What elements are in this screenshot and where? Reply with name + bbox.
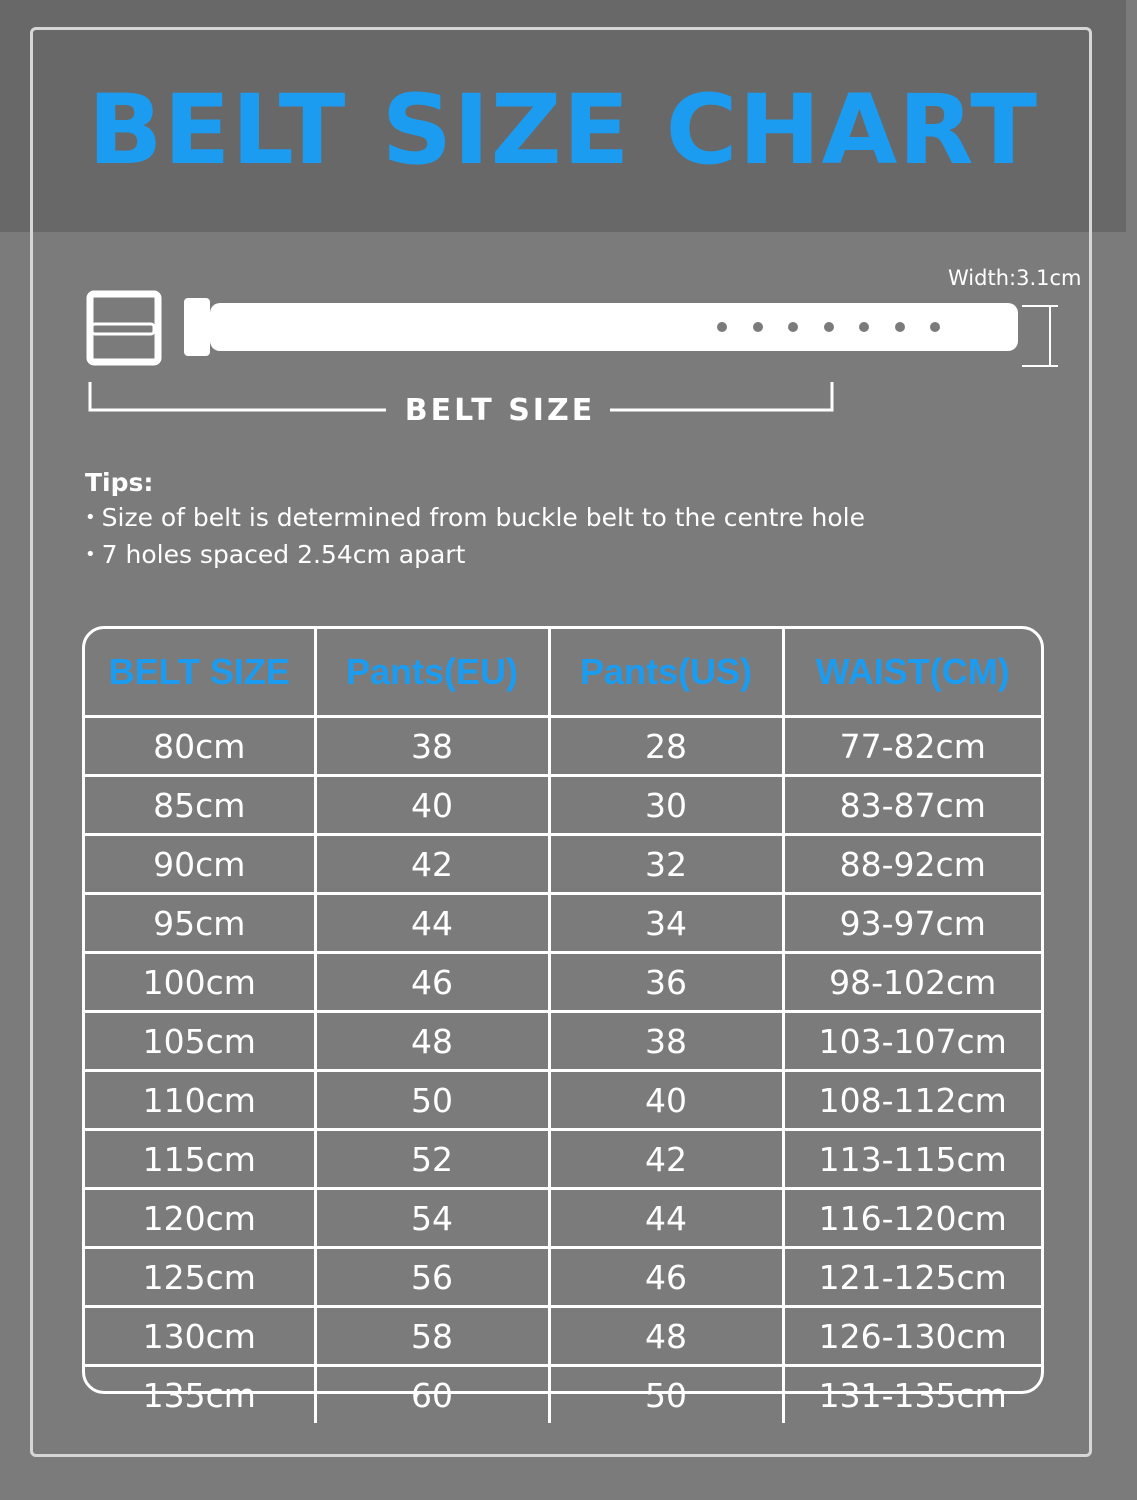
cell-pants-eu: 44 [315, 894, 549, 953]
cell-pants-eu: 60 [315, 1366, 549, 1424]
width-label: Width:3.1cm [948, 266, 1082, 290]
size-table [85, 629, 1041, 1423]
header-belt-size: BELT SIZE [85, 629, 315, 717]
cell-pants-eu: 38 [315, 717, 549, 776]
table-row [85, 717, 1041, 776]
header-pants-eu: Pants(EU) [315, 629, 549, 717]
cell-waist-cm: 98-102cm [783, 953, 1041, 1012]
cell-belt-size: 120cm [85, 1189, 315, 1248]
table-row [85, 1012, 1041, 1071]
cell-pants-us: 48 [549, 1307, 783, 1366]
cell-belt-size: 115cm [85, 1130, 315, 1189]
cell-waist-cm: 93-97cm [783, 894, 1041, 953]
table-row [85, 953, 1041, 1012]
cell-belt-size: 130cm [85, 1307, 315, 1366]
cell-pants-us: 38 [549, 1012, 783, 1071]
cell-waist-cm: 131-135cm [783, 1366, 1041, 1424]
size-table-container [82, 626, 1044, 1415]
cell-waist-cm: 116-120cm [783, 1189, 1041, 1248]
belt-size-label: BELT SIZE [404, 393, 596, 428]
cell-waist-cm: 83-87cm [783, 776, 1041, 835]
cell-belt-size: 125cm [85, 1248, 315, 1307]
cell-pants-us: 40 [549, 1071, 783, 1130]
cell-belt-size: 110cm [85, 1071, 315, 1130]
page-title: BELT SIZE CHART [87, 74, 1039, 186]
cell-waist-cm: 113-115cm [783, 1130, 1041, 1189]
cell-pants-us: 34 [549, 894, 783, 953]
cell-pants-eu: 40 [315, 776, 549, 835]
cell-belt-size: 100cm [85, 953, 315, 1012]
table-row [85, 1130, 1041, 1189]
table-row [85, 1248, 1041, 1307]
cell-pants-us: 46 [549, 1248, 783, 1307]
header-waist-cm: WAIST(CM) [783, 629, 1041, 717]
table-body [85, 717, 1041, 1424]
cell-belt-size: 80cm [85, 717, 315, 776]
cell-pants-us: 28 [549, 717, 783, 776]
table-header-row [85, 629, 1041, 717]
table-row [85, 894, 1041, 953]
cell-belt-size: 135cm [85, 1366, 315, 1424]
cell-waist-cm: 121-125cm [783, 1248, 1041, 1307]
table-row [85, 1307, 1041, 1366]
tip-item: • 7 holes spaced 2.54cm apart [85, 540, 865, 569]
cell-pants-eu: 56 [315, 1248, 549, 1307]
buckle-icon [90, 294, 158, 362]
buckle-prong [92, 324, 154, 334]
cell-pants-us: 36 [549, 953, 783, 1012]
width-indicator [1022, 306, 1058, 366]
tips-title: Tips: [85, 468, 154, 497]
table-row [85, 835, 1041, 894]
table-row [85, 1366, 1041, 1424]
cell-pants-eu: 42 [315, 835, 549, 894]
cell-waist-cm: 88-92cm [783, 835, 1041, 894]
cell-pants-eu: 50 [315, 1071, 549, 1130]
cell-waist-cm: 108-112cm [783, 1071, 1041, 1130]
cell-pants-us: 32 [549, 835, 783, 894]
cell-pants-eu: 58 [315, 1307, 549, 1366]
cell-pants-us: 30 [549, 776, 783, 835]
cell-waist-cm: 126-130cm [783, 1307, 1041, 1366]
cell-pants-us: 44 [549, 1189, 783, 1248]
tips-section [85, 468, 865, 577]
cell-waist-cm: 77-82cm [783, 717, 1041, 776]
table-row [85, 1071, 1041, 1130]
cell-belt-size: 105cm [85, 1012, 315, 1071]
header-pants-us: Pants(US) [549, 629, 783, 717]
cell-pants-eu: 54 [315, 1189, 549, 1248]
belt-loop [184, 298, 210, 356]
cell-belt-size: 85cm [85, 776, 315, 835]
cell-pants-eu: 48 [315, 1012, 549, 1071]
tip-item: • Size of belt is determined from buckle belt to the centre hole [85, 503, 865, 532]
cell-pants-us: 50 [549, 1366, 783, 1424]
table-row [85, 776, 1041, 835]
cell-pants-eu: 46 [315, 953, 549, 1012]
cell-pants-us: 42 [549, 1130, 783, 1189]
table-row [85, 1189, 1041, 1248]
cell-pants-eu: 52 [315, 1130, 549, 1189]
cell-belt-size: 90cm [85, 835, 315, 894]
cell-waist-cm: 103-107cm [783, 1012, 1041, 1071]
cell-belt-size: 95cm [85, 894, 315, 953]
